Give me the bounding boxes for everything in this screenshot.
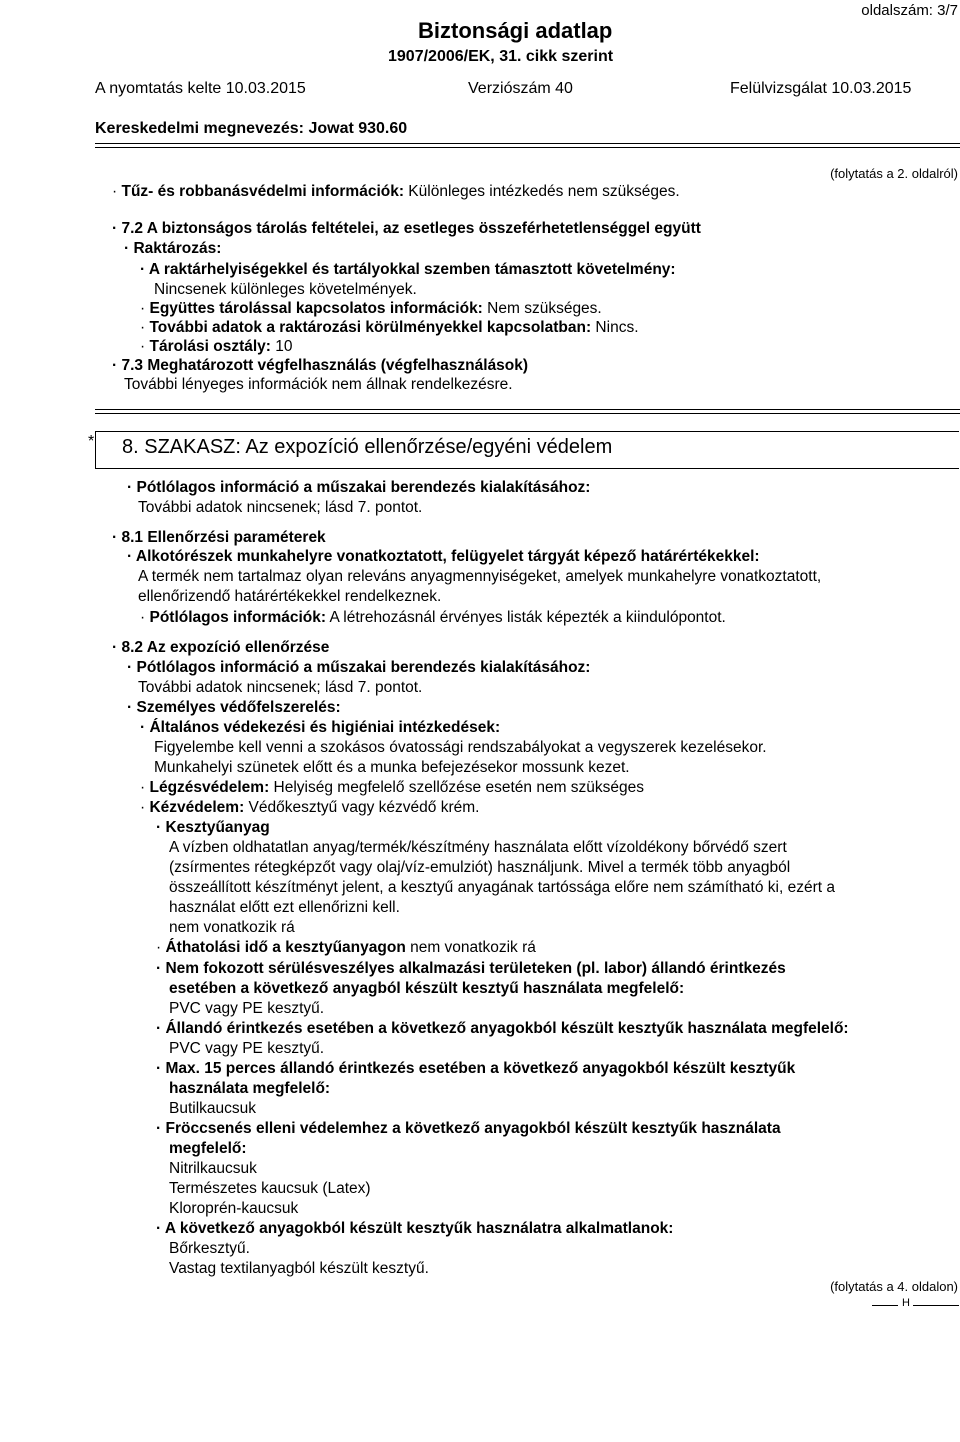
document-subtitle: 1907/2006/EK, 31. cikk szerint <box>388 48 614 65</box>
storage-conditions-row: · További adatok a raktározási körülményekkel kapcsolatban: Nincs. <box>140 319 639 336</box>
limits-label: · Alkotórészek munkahelyre vonatkoztatott, felügyelet tárgyát képező határértékekkel: <box>127 548 760 565</box>
glove-material-line5: nem vonatkozik rá <box>169 919 295 936</box>
language-code: H <box>902 1297 910 1309</box>
revision-date: Felülvizsgálat 10.03.2015 <box>730 80 912 97</box>
storage-requirement-value: Nincsenek különleges követelmények. <box>154 281 417 298</box>
trade-name: Kereskedelmi megnevezés: Jowat 930.60 <box>95 120 408 137</box>
tech-info-value-2: További adatok nincsenek; lásd 7. pontot. <box>138 679 423 696</box>
joint-storage-row: · Együttes tárolással kapcsolatos információk: Nem szükséges. <box>140 300 602 317</box>
document-title: Biztonsági adatlap <box>418 18 613 43</box>
splash-label-line2: megfelelő: <box>169 1140 247 1157</box>
storage-class-row: · Tárolási osztály: 10 <box>140 338 293 355</box>
splash-value-2: Természetes kaucsuk (Latex) <box>169 1180 371 1197</box>
footer-rule-left <box>872 1305 898 1306</box>
lab-use-label-line2: esetében a következő anyagból készült kesztyű használata megfelelő: <box>169 980 685 997</box>
hygiene-label: · Általános védekezési és higiéniai intézkedések: <box>140 719 501 736</box>
section-7-3-value: További lényeges információk nem állnak rendelkezésre. <box>124 376 513 393</box>
storage-label: · Raktározás: <box>124 240 222 257</box>
change-marker: * <box>88 433 95 450</box>
unsuitable-value-1: Bőrkesztyű. <box>169 1240 250 1257</box>
splash-label-line1: · Fröccsenés elleni védelemhez a következő anyagokból készült kesztyűk használata <box>156 1120 781 1137</box>
splash-value-3: Kloroprén-kaucsuk <box>169 1200 299 1217</box>
continued-to: (folytatás a 4. oldalon) <box>830 1279 958 1294</box>
print-date: A nyomtatás kelte 10.03.2015 <box>95 80 306 97</box>
section-8-1-heading: · 8.1 Ellenőrzési paraméterek <box>112 529 326 546</box>
hygiene-value-line2: Munkahelyi szünetek előtt és a munka befejezésekor mossunk kezet. <box>154 759 630 776</box>
lab-use-value: PVC vagy PE kesztyű. <box>169 1000 325 1017</box>
hand-protection-row: · Kézvédelem: Védőkesztyű vagy kézvédő krém. <box>140 799 480 816</box>
page-number: oldalszám: 3/7 <box>861 2 958 19</box>
permanent-contact-label: · Állandó érintkezés esetében a következő anyagokból készült kesztyűk használata megfelelő: <box>156 1020 849 1037</box>
max15-label-line1: · Max. 15 perces állandó érintkezés esetében a következő anyagokból készült kesztyűk <box>156 1060 796 1077</box>
unsuitable-value-2: Vastag textilanyagból készült kesztyű. <box>169 1260 429 1277</box>
ppe-label: · Személyes védőfelszerelés: <box>127 699 341 716</box>
section-divider <box>95 409 960 414</box>
continued-from: (folytatás a 2. oldalról) <box>830 166 958 181</box>
section-7-2-heading: · 7.2 A biztonságos tárolás feltételei, az esetleges összeférhetetlenséggel együtt <box>112 220 701 237</box>
glove-material-line3: összeállított készítményt jelent, a kesztyű anyagának tartóssága előre nem számítható ki, ezért a <box>169 879 835 896</box>
additional-info-row: · Pótlólagos információk: A létrehozásnál érvényes listák képezték a kiindulópontot. <box>140 609 726 626</box>
section-7-3-heading: · 7.3 Meghatározott végfelhasználás (végfelhasználások) <box>112 357 529 374</box>
respiratory-row: · Légzésvédelem: Helyiség megfelelő szellőzése esetén nem szükséges <box>140 779 645 796</box>
section-8-title: 8. SZAKASZ: Az expozíció ellenőrzése/egyéni védelem <box>122 436 613 458</box>
fire-info-row: · Tűz- és robbanásvédelmi információk: Különleges intézkedés nem szükséges. <box>112 183 680 200</box>
permeation-row: · Áthatolási idő a kesztyűanyagon nem vonatkozik rá <box>156 939 536 956</box>
tech-info-label-2: · Pótlólagos információ a műszakai berendezés kialakításához: <box>127 659 591 676</box>
glove-material-label: · Kesztyűanyag <box>156 819 270 836</box>
glove-material-line1: A vízben oldhatatlan anyag/termék/készítmény használata előtt vízoldékony bőrvédő szert <box>169 839 787 856</box>
header-divider <box>95 143 960 148</box>
tech-info-label: · Pótlólagos információ a műszakai berendezés kialakításához: <box>127 479 591 496</box>
storage-requirement-label: · A raktárhelyiségekkel és tartályokkal szemben támasztott követelmény: <box>140 261 676 278</box>
glove-material-line4: használat előtt ezt ellenőrizni kell. <box>169 899 400 916</box>
version-number: Verziószám 40 <box>468 80 573 97</box>
permanent-contact-value: PVC vagy PE kesztyű. <box>169 1040 325 1057</box>
glove-material-line2: (zsírmentes rétegképzőt vagy olaj/víz-emulziót) használjunk. Mivel a termék több anyagból <box>169 859 791 876</box>
lab-use-label-line1: · Nem fokozott sérülésveszélyes alkalmazási területeken (pl. labor) állandó érintkezés <box>156 960 786 977</box>
unsuitable-label: · A következő anyagokból készült kesztyűk használatra alkalmatlanok: <box>156 1220 674 1237</box>
section-8-2-heading: · 8.2 Az expozíció ellenőrzése <box>112 639 330 656</box>
limits-value-line1: A termék nem tartalmaz olyan releváns anyagmennyiségeket, amelyek munkahelyre vonatkoztatott, <box>138 568 822 585</box>
max15-label-line2: használata megfelelő: <box>169 1080 331 1097</box>
limits-value-line2: ellenőrizendő határértékekkel rendelkeznek. <box>138 588 442 605</box>
tech-info-value: További adatok nincsenek; lásd 7. pontot. <box>138 499 423 516</box>
max15-value: Butilkaucsuk <box>169 1100 257 1117</box>
hygiene-value-line1: Figyelembe kell venni a szokásos óvatossági rendszabályokat a vegyszerek kezelésekor. <box>154 739 767 756</box>
splash-value-1: Nitrilkaucsuk <box>169 1160 257 1177</box>
footer-rule-right <box>913 1305 959 1306</box>
